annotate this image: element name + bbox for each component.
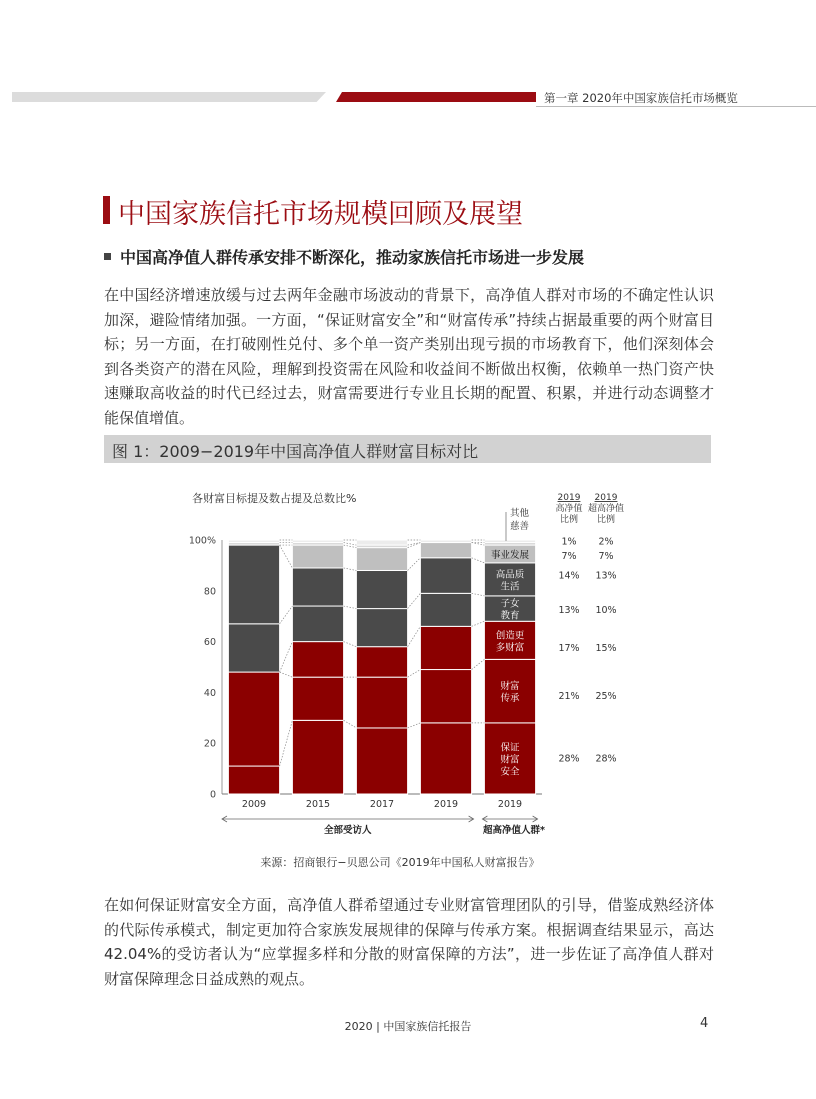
connector-line <box>408 543 421 546</box>
bar-segment <box>420 670 471 723</box>
bar-segment <box>292 540 343 543</box>
segment-label: 事业发展 <box>490 549 530 561</box>
header-divider <box>536 106 816 107</box>
bar-segment <box>356 677 407 728</box>
chapter-title: 第一章 2020年中国家族信托市场概览 <box>544 91 738 105</box>
bar-segment <box>356 609 407 647</box>
table-cell-hnwi: 28% <box>558 753 580 765</box>
bar-segment <box>292 568 343 606</box>
y-tick-label: 80 <box>203 586 216 598</box>
connector-line <box>344 606 357 609</box>
connector-line <box>472 558 485 563</box>
x-tick-label: 2009 <box>241 799 267 810</box>
bar-segment <box>356 540 407 545</box>
segment-label-other: 其他 <box>510 508 530 519</box>
bar-segment <box>292 606 343 642</box>
table-header-hnwi: 2019 <box>557 493 581 503</box>
table-header-uhnwi: 比例 <box>596 515 616 525</box>
table-header-uhnwi: 2019 <box>594 493 618 503</box>
connector-line <box>408 626 421 646</box>
table-header-hnwi: 比例 <box>559 515 579 525</box>
bar-segment <box>292 545 343 568</box>
bar-segment <box>484 540 535 543</box>
table-cell-hnwi: 17% <box>558 642 580 654</box>
section-subtitle: 中国高净值人群传承安排不断深化，推动家族信托市场进一步发展 <box>120 248 585 267</box>
bar-segment <box>228 624 279 672</box>
table-cell-hnwi: 13% <box>558 604 580 616</box>
segment-label: 财富 <box>500 754 520 766</box>
bar-segment <box>420 540 471 543</box>
bar-segment <box>356 728 407 794</box>
connector-line <box>408 543 421 548</box>
bar-segment <box>228 766 279 794</box>
header-gray-band <box>12 92 326 102</box>
bar-segment <box>228 540 279 543</box>
bar-segment <box>420 543 471 558</box>
table-cell-uhnwi: 15% <box>595 642 617 654</box>
bar-segment <box>228 672 279 766</box>
connector-line <box>344 568 357 571</box>
bar-segment <box>420 723 471 794</box>
segment-label-charity: 慈善 <box>510 521 530 532</box>
connector-line <box>472 621 485 626</box>
connector-line <box>280 606 293 624</box>
connector-line <box>344 543 357 546</box>
connector-line <box>472 659 485 669</box>
bar-segment <box>420 626 471 669</box>
x-tick-label: 2019 <box>497 799 523 810</box>
segment-label: 子女 <box>500 598 520 610</box>
subtitle-bullet-icon <box>104 253 111 260</box>
figure-title: 图 1：2009−2019年中国高净值人群财富目标对比 <box>112 442 479 461</box>
connector-line <box>344 642 357 647</box>
table-cell-hnwi: 14% <box>558 570 580 582</box>
bar-segment <box>420 558 471 594</box>
segment-label: 安全 <box>500 766 520 778</box>
segment-label: 保证 <box>500 742 520 754</box>
table-cell-uhnwi: 2% <box>598 536 614 548</box>
segment-label: 多财富 <box>495 642 525 654</box>
bar-segment <box>356 647 407 677</box>
y-tick-label: 100% <box>188 535 216 547</box>
segment-label: 教育 <box>500 610 520 622</box>
table-cell-hnwi: 1% <box>561 536 577 548</box>
header-red-band <box>336 92 536 102</box>
figure-source: 来源：招商银行−贝恩公司《2019年中国私人财富报告》 <box>260 856 540 869</box>
section-title: 中国家族信托市场规模回顾及展望 <box>118 199 523 230</box>
connector-line <box>408 593 421 608</box>
y-tick-label: 40 <box>203 687 216 699</box>
bar-segment <box>356 570 407 608</box>
bar-segment <box>356 548 407 571</box>
segment-label: 传承 <box>500 693 520 705</box>
segment-label: 创造更 <box>495 630 525 642</box>
table-cell-uhnwi: 10% <box>595 604 617 616</box>
chart-title: 各财富目标提及数占提及总数比% <box>192 492 357 505</box>
bar-segment <box>292 720 343 794</box>
group-label-uhnwi: 超高净值人群* <box>483 825 545 836</box>
y-tick-label: 20 <box>203 738 216 750</box>
group-label-all: 全部受访人 <box>324 825 372 836</box>
y-tick-label: 60 <box>203 637 216 649</box>
table-cell-hnwi: 7% <box>561 551 577 563</box>
connector-line <box>344 720 357 728</box>
connector-line <box>408 558 421 571</box>
table-cell-uhnwi: 25% <box>595 691 617 703</box>
connector-line <box>344 545 357 548</box>
x-tick-label: 2017 <box>369 799 395 810</box>
connector-line <box>280 545 293 568</box>
table-cell-uhnwi: 7% <box>598 551 614 563</box>
connector-line <box>408 670 421 678</box>
table-header-uhnwi: 超高净值 <box>587 504 625 514</box>
connector-line <box>472 593 485 596</box>
table-cell-hnwi: 21% <box>558 691 580 703</box>
connector-line <box>408 723 421 728</box>
table-cell-uhnwi: 13% <box>595 570 617 582</box>
page-number: 4 <box>700 1016 709 1031</box>
body-paragraph-2: 在如何保证财富安全方面，高净值人群希望通过专业财富管理团队的引导，借鉴成熟经济体的代际传承模式，制定更加符合家族发展规律的保障与传承方案。根据调查结果显示，高达42.04%的受访者认为“应掌握多样和分散的财富保障的方法”，进一步佐证了高净值人群对财富保障理念日益成熟的观点。 <box>104 896 714 988</box>
table-cell-uhnwi: 28% <box>595 753 617 765</box>
table-header-hnwi: 高净值 <box>555 504 583 514</box>
segment-label: 高品质 <box>495 569 525 581</box>
section-accent-bar <box>103 196 110 224</box>
wealth-goal-chart <box>150 480 670 880</box>
bar-segment <box>228 545 279 624</box>
connector-line <box>472 543 485 546</box>
x-tick-label: 2019 <box>433 799 459 810</box>
bar-segment <box>292 642 343 678</box>
bar-segment <box>292 677 343 720</box>
page-footer: 2020 | 中国家族信托报告 <box>344 1020 472 1033</box>
connector-line <box>280 672 293 677</box>
bar-segment <box>420 593 471 626</box>
x-tick-label: 2015 <box>305 799 331 810</box>
y-tick-label: 0 <box>209 789 216 801</box>
body-paragraph-1: 在中国经济增速放缓与过去两年金融市场波动的背景下，高净值人群对市场的不确定性认识加深，避险情绪加强。一方面，“保证财富安全”和“财富传承”持续占据最重要的两个财富目标；另一方面，在打破刚性兑付、多个单一资产类别出现亏损的市场教育下，他们深刻体会到各类资产的潜在风险，理解到投资需在风险和收益间不断做出权衡，依赖单一热门资产快速赚取高收益的时代已经过去，财富需要进行专业且长期的配置、积累，并进行动态调整才能保值增值。 <box>104 286 714 427</box>
segment-label: 财富 <box>500 681 520 693</box>
connector-line <box>280 720 293 766</box>
segment-label: 生活 <box>500 581 520 593</box>
connector-line <box>280 642 293 672</box>
